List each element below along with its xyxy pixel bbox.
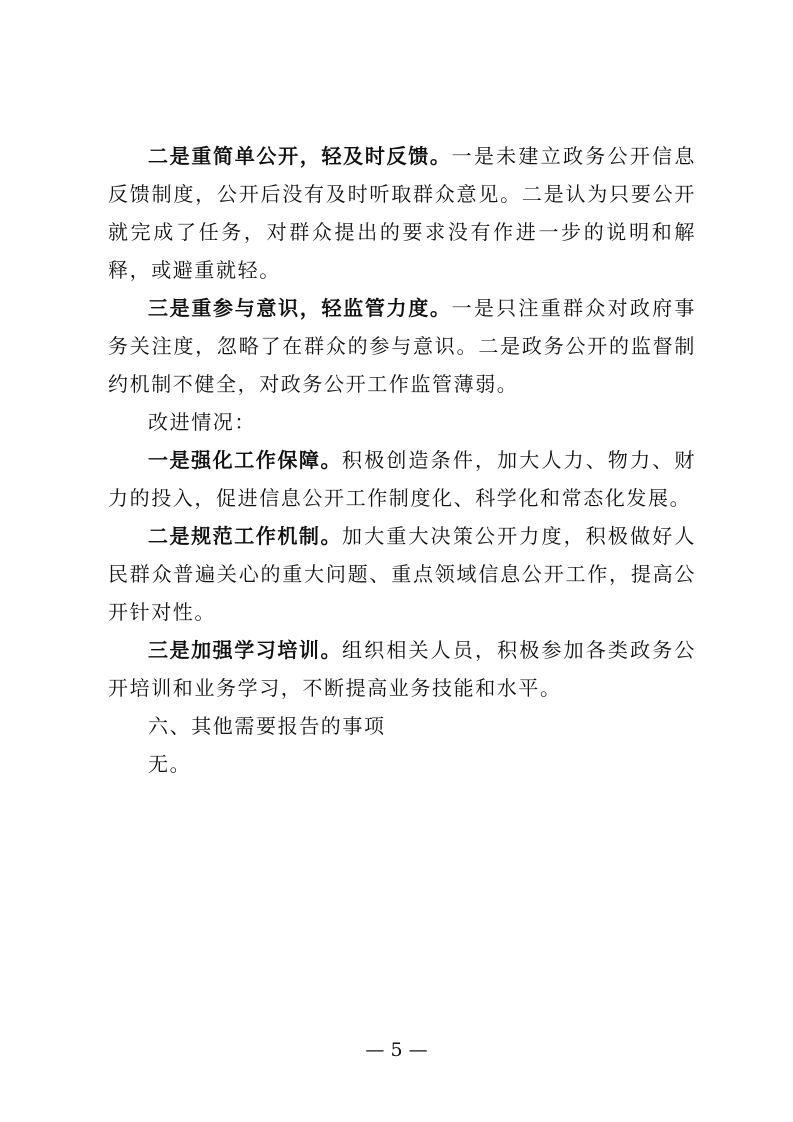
paragraph-text: 组织相关人员，积极参加各类政务公开培训和业务学习，不断提高业务技能和水平。 (108, 638, 697, 700)
paragraph-improvement-heading (108, 403, 696, 441)
paragraph-lead: 二是规范工作机制。 (148, 524, 343, 548)
paragraph-text: 加大重大决策公开力度，积极做好人民群众普遍关心的重大问题、重点领域信息公开工作，提高公开针对性。 (108, 524, 697, 624)
paragraph-text: 积极创造条件，加大人力、物力、财力的投入，促进信息公开工作制度化、科学化和常态化发展。 (108, 448, 697, 510)
paragraph-text: 一是未建立政务公开信息反馈制度，公开后没有及时听取群众意见。二是认为只要公开就完成了任务，对群众提出的要求没有作进一步的说明和解释，或避重就轻。 (108, 144, 696, 282)
paragraph-lead: 三是加强学习培训。 (148, 638, 343, 662)
paragraph-work-mechanism (108, 517, 696, 631)
paragraph-lead: 三是重参与意识，轻监管力度。 (148, 296, 452, 320)
paragraph-text: 一是只注重群众对政府事务关注度，忽略了在群众的参与意识。二是政务公开的监督制约机制不健全，对政务公开工作监管薄弱。 (108, 296, 696, 396)
paragraph-none (108, 745, 696, 783)
paragraph-work-guarantee (108, 441, 696, 517)
paragraph-supervision (108, 289, 696, 403)
section-heading-other-matters (108, 707, 696, 745)
paragraph-training (108, 631, 696, 707)
paragraph-text: 无。 (148, 752, 192, 776)
paragraph-text: 改进情况： (148, 410, 256, 434)
document-body (108, 137, 696, 783)
paragraph-lead: 二是重简单公开，轻及时反馈。 (148, 144, 452, 168)
page-number: — 5 — (365, 1039, 428, 1061)
paragraph-feedback (108, 137, 696, 289)
paragraph-lead: 一是强化工作保障。 (148, 448, 343, 472)
paragraph-text: 六、其他需要报告的事项 (148, 714, 386, 738)
